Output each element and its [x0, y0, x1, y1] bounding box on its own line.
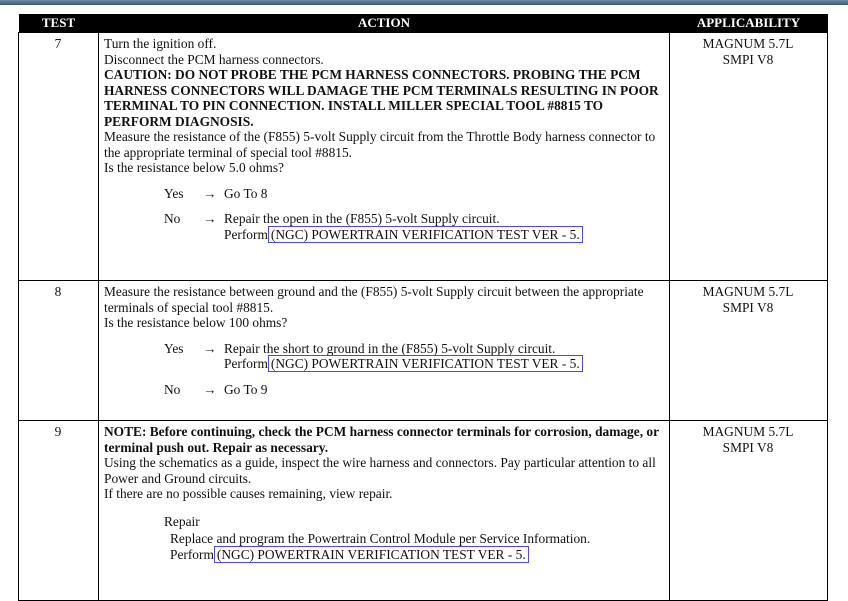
step-text: Disconnect the PCM harness connectors.: [104, 51, 324, 67]
perform-label: Perform: [224, 356, 268, 371]
no-label: No: [164, 381, 181, 397]
engine-type: SMPI V8: [722, 439, 774, 455]
action-cell: [99, 33, 670, 281]
question-text: Is the resistance below 5.0 ohms?: [104, 160, 284, 175]
header-action: ACTION: [99, 14, 670, 33]
test-number: 8: [19, 281, 99, 421]
step-text: Measure the resistance between ground and the (F855) 5-volt Supply circuit between the appropriate terminals of special tool #8815.: [104, 284, 644, 315]
diagnostic-table: [18, 14, 828, 601]
no-text: Go To 9: [224, 381, 268, 397]
engine-label: MAGNUM 5.7L: [702, 36, 794, 51]
step-text: If there are no possible causes remaining, view repair.: [104, 486, 393, 501]
no-text: Repair the open in the (F855) 5-volt Supply circuit.: [224, 211, 500, 226]
no-option: [164, 382, 663, 398]
window-top-bar: [0, 0, 848, 5]
table-header: [19, 14, 828, 33]
yes-text: Go To 8: [224, 185, 268, 201]
question-text: Is the resistance below 100 ohms?: [104, 315, 288, 330]
no-label: No: [164, 211, 181, 226]
header-applicability: APPLICABILITY: [670, 14, 828, 33]
caution-text: CAUTION: DO NOT PROBE THE PCM HARNESS CONNECTORS. PROBING THE PCM HARNESS CONNECTORS WILL DAMAGE THE PCM TERMINALS RESULTING IN POOR TERMINAL TO PIN CONNECTION. INSTALL MILLER SPECIAL TOOL #8815 TO PERFORM DIAGNOSIS.: [104, 67, 659, 129]
applicability-cell: [670, 33, 828, 281]
arrow-icon: →: [203, 211, 217, 226]
no-option: [164, 211, 663, 242]
repair-body: [170, 531, 663, 562]
table-row: [19, 33, 828, 281]
engine-type: SMPI V8: [722, 51, 774, 67]
applicability-cell: [670, 421, 828, 601]
arrow-icon: →: [203, 185, 217, 201]
engine-label: MAGNUM 5.7L: [702, 284, 794, 299]
yes-label: Yes: [164, 185, 184, 201]
engine-label: MAGNUM 5.7L: [702, 424, 794, 439]
applicability-cell: [670, 281, 828, 421]
action-cell: [99, 281, 670, 421]
verification-test-link[interactable]: (NGC) POWERTRAIN VERIFICATION TEST VER - 5.: [268, 226, 583, 243]
test-number: 9: [19, 421, 99, 601]
test-number: 7: [19, 33, 99, 281]
repair-text: Replace and program the Powertrain Control Module per Service Information.: [170, 531, 591, 546]
engine-type: SMPI V8: [722, 299, 774, 315]
yes-option: [164, 341, 663, 372]
step-text: Measure the resistance of the (F855) 5-volt Supply circuit from the Throttle Body harness connector to the appropriate terminal of special tool #8815.: [104, 129, 656, 160]
step-text: Turn the ignition off.: [104, 36, 217, 51]
arrow-icon: →: [203, 381, 217, 397]
perform-label: Perform: [224, 226, 268, 242]
table-row: [19, 281, 828, 421]
repair-label: Repair: [164, 513, 200, 529]
yes-text: Repair the short to ground in the (F855) 5-volt Supply circuit.: [224, 340, 556, 356]
verification-test-link[interactable]: (NGC) POWERTRAIN VERIFICATION TEST VER - 5.: [268, 355, 583, 372]
yes-option: [164, 186, 663, 202]
note-text: NOTE: Before continuing, check the PCM harness connector terminals for corrosion, damage, or terminal push out. Repair as necessary.: [104, 424, 659, 455]
verification-test-link[interactable]: (NGC) POWERTRAIN VERIFICATION TEST VER - 5.: [214, 546, 529, 563]
perform-label: Perform: [170, 546, 214, 562]
arrow-icon: →: [203, 340, 217, 356]
action-cell: [99, 421, 670, 601]
yes-label: Yes: [164, 340, 184, 356]
step-text: Using the schematics as a guide, inspect the wire harness and connectors. Pay particular attention to all Power and Ground circuits.: [104, 455, 656, 486]
table-row: [19, 421, 828, 601]
header-test: TEST: [19, 14, 99, 33]
